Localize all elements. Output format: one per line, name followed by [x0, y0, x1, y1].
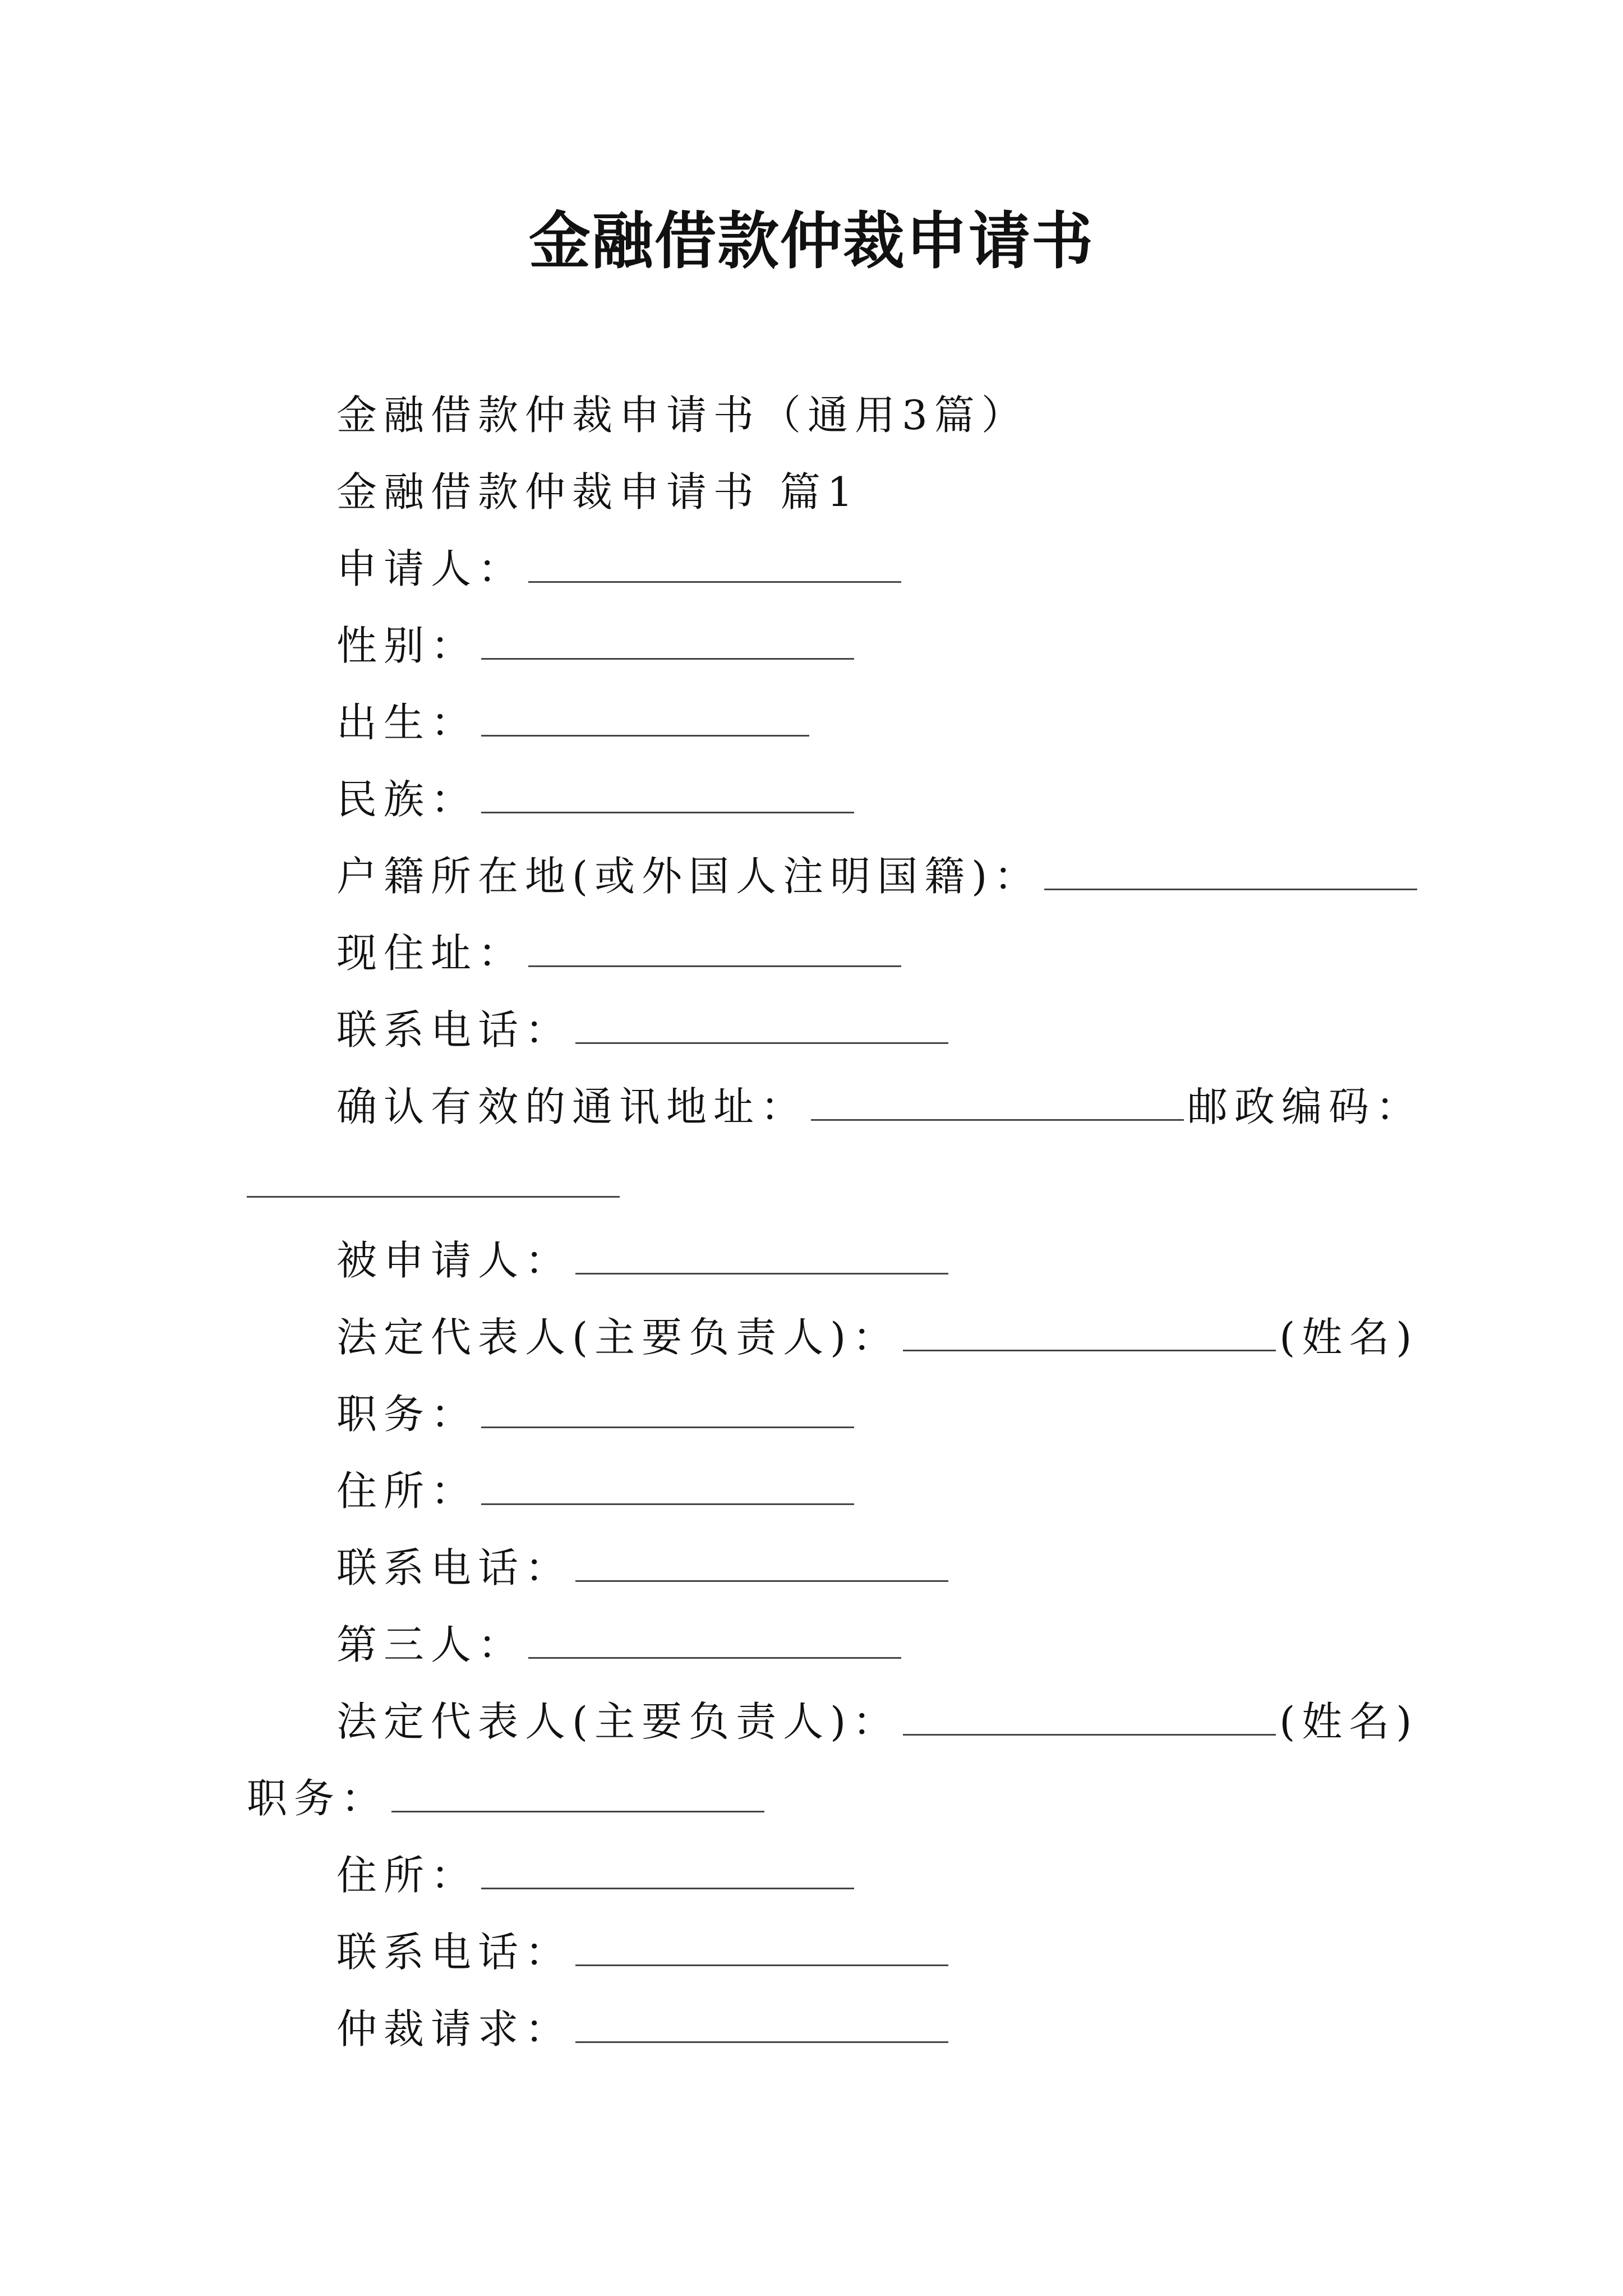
legal-rep-label-2: 法定代表人(主要负责人)： [336, 1698, 900, 1745]
legal-rep-line-2 [336, 1682, 1418, 1761]
applicant-blank[interactable] [528, 542, 901, 583]
document-title: 金融借款仲裁申请书 [529, 205, 1094, 277]
phone-line-2 [336, 1529, 952, 1607]
ethnicity-line [336, 760, 857, 839]
residence-blank-2[interactable] [481, 1848, 854, 1889]
phone-blank-1[interactable] [575, 1003, 948, 1044]
household-registration-line [336, 837, 1421, 915]
legal-rep-blank-1[interactable] [903, 1310, 1276, 1351]
part-heading-line [336, 453, 860, 531]
ethnicity-blank[interactable] [481, 772, 854, 813]
arbitration-request-blank[interactable] [575, 2002, 948, 2043]
residence-label-1: 住所： [336, 1467, 478, 1515]
residence-blank-1[interactable] [481, 1464, 854, 1505]
residence-line-2 [336, 1836, 857, 1915]
birth-label: 出生： [336, 699, 478, 746]
position-line-2 [247, 1759, 768, 1838]
phone-label-3: 联系电话： [336, 1929, 573, 1976]
ethnicity-label: 民族： [336, 776, 478, 823]
phone-label-2: 联系电话： [336, 1544, 573, 1591]
current-address-blank[interactable] [528, 926, 901, 967]
current-address-label: 现住址： [336, 930, 525, 977]
postal-code-label: 邮政编码： [1187, 1083, 1423, 1130]
gender-label: 性别： [336, 622, 478, 669]
residence-label-2: 住所： [336, 1852, 478, 1899]
confirmed-address-line [336, 1068, 1423, 1146]
phone-blank-3[interactable] [575, 1925, 948, 1966]
position-label-1: 职务： [336, 1391, 478, 1438]
arbitration-request-label: 仲裁请求： [336, 2005, 573, 2053]
arbitration-request-line [336, 1990, 952, 2068]
name-suffix-1: (姓名) [1279, 1314, 1419, 1361]
position-line-1 [336, 1375, 857, 1453]
household-registration-blank[interactable] [1044, 849, 1417, 890]
name-suffix-2: (姓名) [1279, 1698, 1419, 1745]
respondent-blank[interactable] [575, 1234, 948, 1274]
legal-rep-label-1: 法定代表人(主要负责人)： [336, 1314, 900, 1361]
third-party-line [336, 1605, 905, 1684]
confirmed-address-blank[interactable] [811, 1080, 1184, 1121]
applicant-label: 申请人： [336, 545, 525, 592]
third-party-label: 第三人： [336, 1621, 525, 1668]
phone-blank-2[interactable] [575, 1541, 948, 1582]
subtitle: 金融借款仲裁申请书（通用3篇） [336, 392, 1029, 439]
confirmed-address-label: 确认有效的通讯地址： [336, 1083, 808, 1130]
phone-line-3 [336, 1913, 952, 1991]
position-blank-2[interactable] [391, 1772, 764, 1812]
applicant-line [336, 530, 905, 608]
phone-label-1: 联系电话： [336, 1006, 573, 1053]
position-blank-1[interactable] [481, 1387, 854, 1428]
respondent-label: 被申请人： [336, 1237, 573, 1284]
gender-blank[interactable] [481, 619, 854, 660]
part-heading: 金融借款仲裁申请书 篇1 [336, 468, 860, 516]
respondent-line [336, 1221, 952, 1300]
third-party-blank[interactable] [528, 1618, 901, 1659]
legal-rep-line-1 [336, 1298, 1418, 1377]
household-registration-label: 户籍所在地(或外国人注明国籍)： [336, 853, 1041, 900]
gender-line [336, 606, 857, 685]
residence-line-1 [336, 1452, 857, 1530]
subtitle-line [336, 376, 1029, 454]
birth-line [336, 683, 813, 762]
birth-blank[interactable] [481, 696, 809, 737]
postal-code-blank[interactable] [247, 1157, 620, 1198]
legal-rep-blank-2[interactable] [903, 1695, 1276, 1736]
position-label-2: 职务： [247, 1775, 389, 1822]
postal-code-line [247, 1144, 623, 1223]
phone-line-1 [336, 991, 952, 1069]
current-address-line [336, 914, 905, 992]
